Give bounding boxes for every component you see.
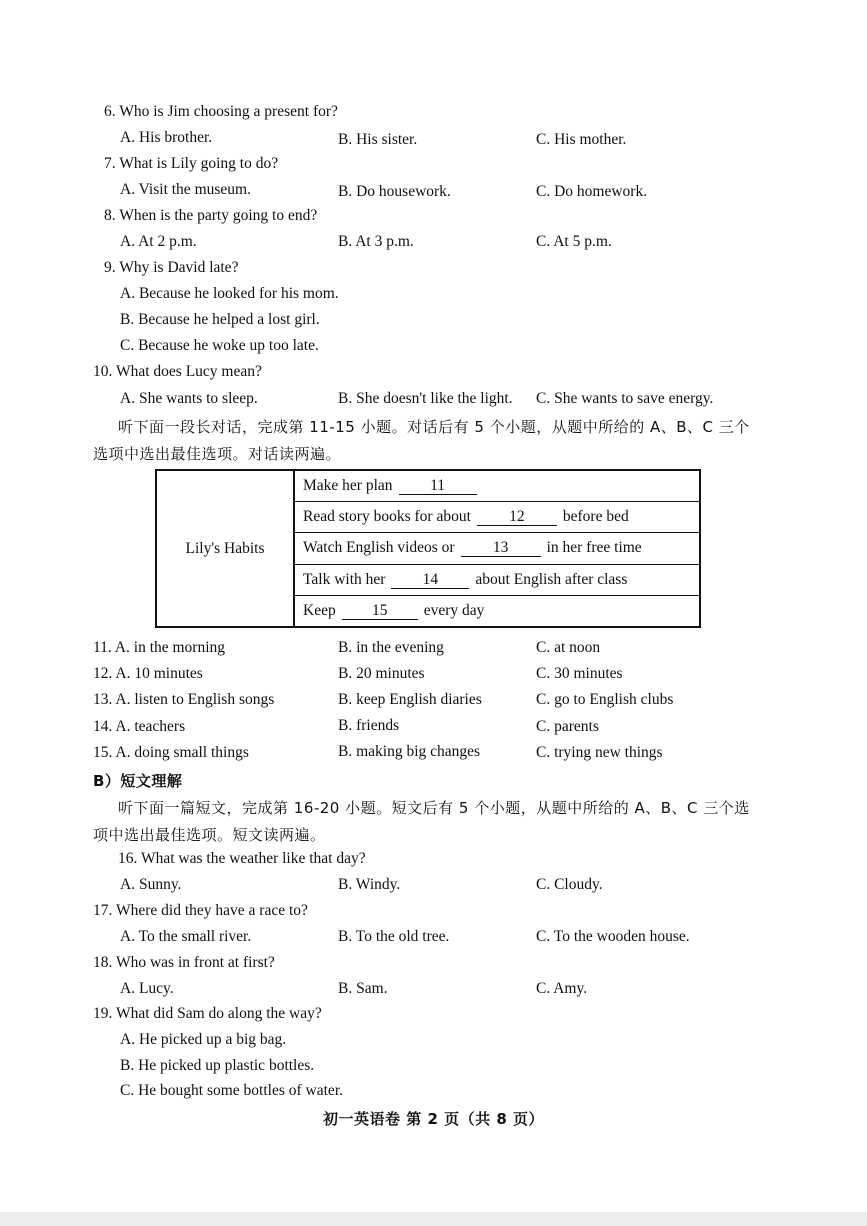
question-19: 19. What did Sam do along the way?: [93, 1005, 322, 1022]
option-10b: B. She doesn't like the light.: [338, 390, 513, 407]
option-13b: B. keep English diaries: [338, 691, 482, 708]
option-16a: A. Sunny.: [120, 876, 182, 893]
option-15c: C. trying new things: [536, 744, 663, 761]
option-12b: B. 20 minutes: [338, 665, 425, 682]
option-11a: 11. A. in the morning: [93, 639, 226, 656]
option-18b: B. Sam.: [338, 980, 388, 997]
instruction-2-line1: 听下面一篇短文，完成第 16-20 小题。短文后有 5 个小题，从题中所给的 A、B、C 三个选: [118, 799, 750, 817]
option-11c: C. at noon: [536, 639, 601, 656]
option-14b: B. friends: [338, 717, 400, 734]
option-10c: C. She wants to save energy.: [536, 390, 714, 407]
question-7: 7. What is Lily going to do?: [104, 155, 279, 172]
instruction-1-line1: 听下面一段长对话，完成第 11-15 小题。对话后有 5 个小题，从题中所给的 A、B、C 三个: [118, 418, 750, 436]
option-9a: A. Because he looked for his mom.: [120, 285, 339, 302]
option-15b: B. making big changes: [338, 743, 481, 760]
option-10a: A. She wants to sleep.: [120, 390, 258, 407]
option-18c: C. Amy.: [536, 980, 588, 997]
option-6c: C. His mother.: [536, 131, 627, 148]
habits-table: [155, 469, 701, 628]
option-6b: B. His sister.: [338, 131, 418, 148]
blank-12: 12: [477, 509, 557, 526]
question-8: 8. When is the party going to end?: [104, 207, 318, 224]
option-12a: 12. A. 10 minutes: [93, 665, 203, 682]
section-b-heading: B）短文理解: [93, 772, 183, 790]
instruction-1-line2: 选项中选出最佳选项。对话读两遍。: [93, 445, 342, 463]
option-9c: C. Because he woke up too late.: [120, 337, 319, 354]
page-footer: 初一英语卷 第 2 页（共 8 页）: [323, 1110, 544, 1128]
option-19b: B. He picked up plastic bottles.: [120, 1057, 315, 1074]
option-8b: B. At 3 p.m.: [338, 233, 414, 250]
option-17c: C. To the wooden house.: [536, 928, 690, 945]
option-18a: A. Lucy.: [120, 980, 174, 997]
question-17: 17. Where did they have a race to?: [93, 902, 308, 919]
option-14c: C. parents: [536, 718, 599, 735]
question-10: 10. What does Lucy mean?: [93, 363, 262, 380]
option-15a: 15. A. doing small things: [93, 744, 249, 761]
table-header: Lily's Habits: [156, 470, 294, 627]
table-row-5: Keep 15 every day: [294, 595, 700, 627]
option-11b: B. in the evening: [338, 639, 444, 656]
blank-15: 15: [342, 603, 418, 620]
option-7c: C. Do homework.: [536, 183, 648, 200]
option-19a: A. He picked up a big bag.: [120, 1031, 287, 1048]
blank-11: 11: [399, 478, 477, 495]
option-17a: A. To the small river.: [120, 928, 252, 945]
table-row-1: Make her plan 11: [294, 470, 700, 502]
option-6a: A. His brother.: [120, 129, 213, 146]
option-7b: B. Do housework.: [338, 183, 451, 200]
blank-14: 14: [391, 572, 469, 589]
table-row-4: Talk with her 14 about English after class: [294, 564, 700, 595]
option-8a: A. At 2 p.m.: [120, 233, 197, 250]
table-row-2: Read story books for about 12 before bed: [294, 502, 700, 533]
option-16c: C. Cloudy.: [536, 876, 603, 893]
option-19c: C. He bought some bottles of water.: [120, 1082, 343, 1099]
option-12c: C. 30 minutes: [536, 665, 623, 682]
question-9: 9. Why is David late?: [104, 259, 239, 276]
option-13a: 13. A. listen to English songs: [93, 691, 275, 708]
question-18: 18. Who was in front at first?: [93, 954, 275, 971]
question-6: 6. Who is Jim choosing a present for?: [104, 103, 338, 120]
option-9b: B. Because he helped a lost girl.: [120, 311, 320, 328]
option-17b: B. To the old tree.: [338, 928, 450, 945]
option-7a: A. Visit the museum.: [120, 181, 251, 198]
scan-edge: [0, 1212, 867, 1226]
option-14a: 14. A. teachers: [93, 718, 186, 735]
question-16: 16. What was the weather like that day?: [118, 850, 366, 867]
instruction-2-line2: 项中选出最佳选项。短文读两遍。: [93, 826, 326, 844]
option-13c: C. go to English clubs: [536, 691, 674, 708]
option-16b: B. Windy.: [338, 876, 401, 893]
table-row-3: Watch English videos or 13 in her free time: [294, 533, 700, 564]
option-8c: C. At 5 p.m.: [536, 233, 612, 250]
blank-13: 13: [461, 540, 541, 557]
